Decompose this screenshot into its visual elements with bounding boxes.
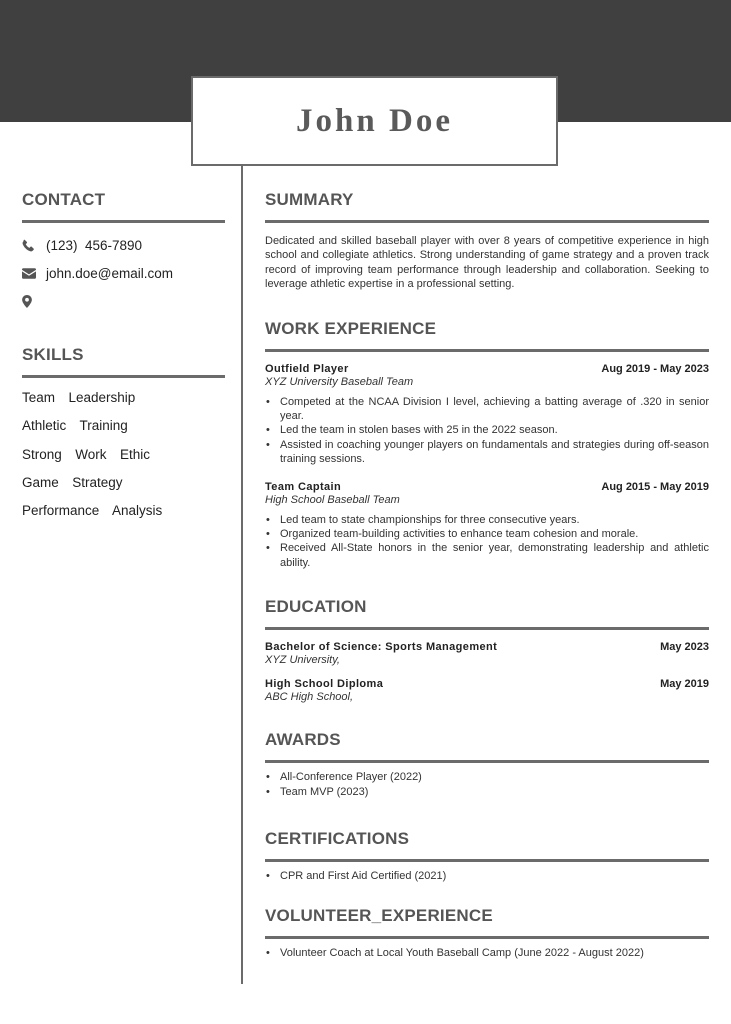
bullet-item: • Received All-State honors in the senior year, demonstrating leadership and athletic ability. — [265, 541, 709, 570]
skill-item: Team Leadership — [22, 390, 136, 405]
summary-section — [265, 190, 709, 292]
contact-list — [22, 231, 225, 315]
awards-section — [265, 730, 709, 799]
degree-title: High School Diploma — [265, 678, 384, 691]
contact-location — [22, 287, 225, 315]
volunteer-list — [265, 946, 709, 960]
job-title: Outfield Player — [265, 362, 349, 375]
skills-section — [22, 345, 225, 525]
summary-text: Dedicated and skilled baseball player with over 8 years of competitive experience in high school and collegiate athletics. Strong understanding of game strategy and a proven track record of improving team performance through leadership and collaboration. Seeking to leverage athletic expertise in a professional setting. — [265, 235, 709, 291]
contact-phone — [22, 231, 225, 259]
work-heading: WORK EXPERIENCE — [265, 319, 709, 352]
map-pin-icon — [22, 295, 46, 308]
job-organization: XYZ University Baseball Team — [265, 375, 414, 388]
work-section — [265, 319, 709, 571]
contact-heading: CONTACT — [22, 190, 225, 223]
work-entry — [265, 363, 709, 467]
school-name: XYZ University, — [265, 654, 340, 667]
work-entry — [265, 481, 709, 571]
award-item: • Team MVP (2023) — [265, 785, 709, 799]
degree-date: May 2023 — [660, 641, 709, 654]
volunteer-item: • Volunteer Coach at Local Youth Baseball Camp (June 2022 - August 2022) — [265, 946, 709, 960]
awards-list — [265, 770, 709, 799]
contact-section — [22, 190, 225, 315]
job-dates: Aug 2015 - May 2019 — [601, 480, 709, 493]
education-entry — [265, 641, 709, 666]
skill-item: Strong Work Ethic — [22, 446, 151, 462]
job-dates: Aug 2019 - May 2023 — [601, 362, 709, 375]
bullet-item: • Assisted in coaching younger players on fundamentals and strategies during off-season training sessions. — [265, 438, 709, 467]
certifications-list — [265, 869, 709, 883]
degree-date: May 2019 — [660, 678, 709, 691]
job-bullets — [265, 513, 709, 571]
bullet-item: • Competed at the NCAA Division I level, achieving a batting average of .320 in senior year. — [265, 395, 709, 424]
school-name: ABC High School, — [265, 691, 354, 704]
envelope-icon — [22, 268, 46, 279]
certifications-heading: CERTIFICATIONS — [265, 829, 709, 862]
name-box — [191, 76, 558, 166]
awards-heading: AWARDS — [265, 730, 709, 763]
phone-text: (123) 456-7890 — [46, 237, 143, 253]
education-entry — [265, 678, 709, 703]
contact-email — [22, 259, 225, 287]
summary-heading: SUMMARY — [265, 190, 709, 223]
volunteer-section — [265, 906, 709, 960]
education-heading: EDUCATION — [265, 597, 709, 630]
phone-icon — [22, 239, 46, 252]
candidate-name: John Doe — [296, 102, 453, 139]
degree-title: Bachelor of Science: Sports Management — [265, 641, 498, 654]
skills-heading: SKILLS — [22, 345, 225, 378]
job-title: Team Captain — [265, 480, 342, 493]
email-text: john.doe@email.com — [46, 265, 174, 281]
education-section — [265, 597, 709, 703]
award-item: • All-Conference Player (2022) — [265, 770, 709, 784]
column-divider — [241, 166, 243, 984]
skill-item: Game Strategy — [22, 474, 123, 490]
left-column — [22, 190, 225, 525]
volunteer-heading: VOLUNTEER_EXPERIENCE — [265, 906, 709, 939]
job-organization: High School Baseball Team — [265, 493, 400, 506]
certification-item: • CPR and First Aid Certified (2021) — [265, 869, 709, 883]
bullet-item: • Led team to state championships for three consecutive years. — [265, 513, 709, 527]
skills-list — [22, 384, 225, 525]
bullet-item: • Organized team-building activities to enhance team cohesion and morale. — [265, 527, 709, 541]
certifications-section — [265, 829, 709, 883]
skill-item: Athletic Training — [22, 418, 128, 434]
job-bullets — [265, 395, 709, 467]
right-column — [265, 190, 709, 960]
bullet-item: • Led the team in stolen bases with 25 in the 2022 season. — [265, 423, 709, 437]
skill-item: Performance Analysis — [22, 503, 163, 519]
